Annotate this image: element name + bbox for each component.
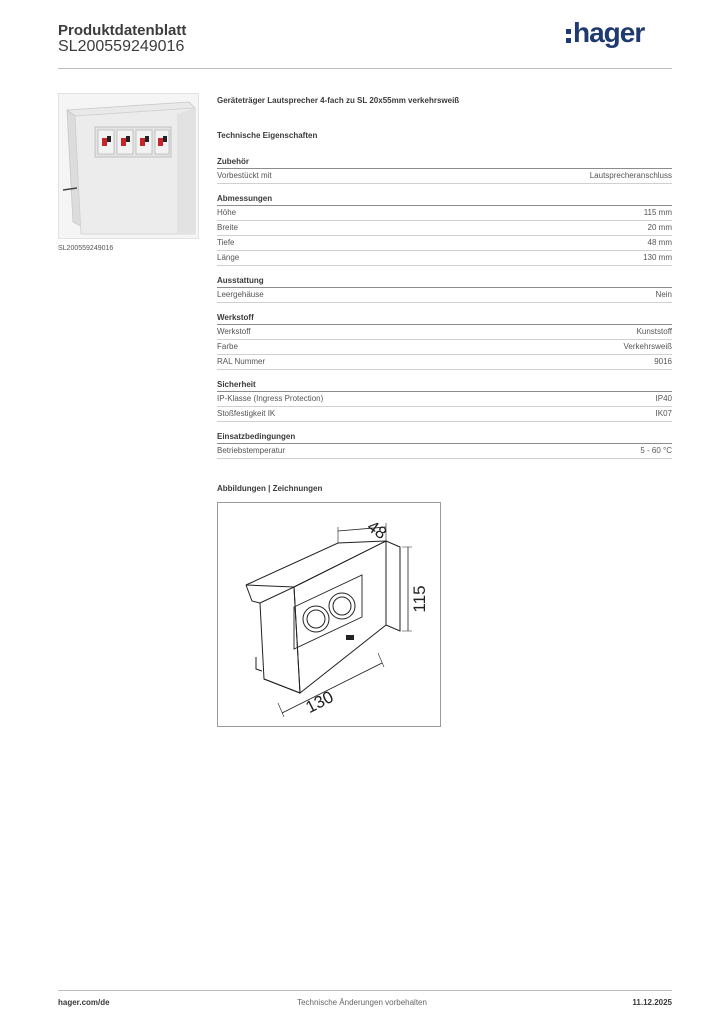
spec-value: 20 mm	[647, 223, 672, 232]
spec-group	[217, 157, 672, 184]
logo-colon-icon	[566, 29, 571, 43]
spec-group-title: Einsatzbedingungen	[217, 432, 672, 444]
spec-label: Höhe	[217, 208, 237, 217]
hager-logo	[566, 16, 644, 50]
spec-label: Betriebstemperatur	[217, 446, 286, 455]
spec-label: Breite	[217, 223, 238, 232]
dimension-depth-label: 48	[363, 516, 391, 544]
product-photo-illustration	[59, 94, 198, 238]
spec-group	[217, 194, 672, 266]
technical-drawing	[217, 502, 441, 727]
spec-label: Tiefe	[217, 238, 235, 247]
spec-value: IK07	[655, 409, 672, 418]
product-photo	[58, 93, 199, 239]
spec-value: 9016	[654, 357, 672, 366]
spec-group	[217, 276, 672, 303]
spec-label: Leergehäuse	[217, 290, 264, 299]
spec-row	[217, 325, 672, 340]
spec-row	[217, 407, 672, 422]
spec-label: Werkstoff	[217, 327, 251, 336]
spec-row	[217, 236, 672, 251]
spec-group	[217, 432, 672, 459]
spec-row	[217, 206, 672, 221]
photo-caption: SL200559249016	[58, 245, 114, 252]
product-number: SL200559249016	[58, 38, 185, 55]
spec-value: Kunststoff	[636, 327, 672, 336]
spec-row	[217, 221, 672, 236]
spec-row	[217, 251, 672, 266]
spec-label: RAL Nummer	[217, 357, 266, 366]
spec-label: Vorbestückt mit	[217, 171, 272, 180]
spec-group-title: Werkstoff	[217, 313, 672, 325]
spec-label: Farbe	[217, 342, 238, 351]
spec-table	[217, 157, 672, 469]
spec-group-title: Sicherheit	[217, 380, 672, 392]
spec-value: 48 mm	[647, 238, 672, 247]
spec-value: 130 mm	[643, 253, 672, 262]
technical-drawing-svg	[218, 503, 440, 726]
product-title: Geräteträger Lautsprecher 4-fach zu SL 20x55mm verkehrsweiß	[217, 96, 460, 105]
spec-value: Lautsprecheranschluss	[589, 171, 672, 180]
spec-value: 115 mm	[643, 208, 672, 217]
spec-row	[217, 355, 672, 370]
header-divider	[58, 68, 672, 69]
footer-disclaimer: Technische Änderungen vorbehalten	[297, 998, 427, 1007]
dimension-length-label: 130	[302, 687, 337, 718]
drawings-heading: Abbildungen | Zeichnungen	[217, 484, 323, 493]
logo-text: hager	[573, 17, 645, 48]
footer-date: 11.12.2025	[632, 998, 672, 1007]
spec-group-title: Zubehör	[217, 157, 672, 169]
spec-row	[217, 444, 672, 459]
spec-group-title: Ausstattung	[217, 276, 672, 288]
spec-group-title: Abmessungen	[217, 194, 672, 206]
spec-label: Länge	[217, 253, 240, 262]
spec-row	[217, 288, 672, 303]
spec-label: Stoßfestigkeit IK	[217, 409, 276, 418]
footer-divider	[58, 990, 672, 991]
spec-row	[217, 169, 672, 184]
spec-label: IP-Klasse (Ingress Protection)	[217, 394, 324, 403]
dimension-height-label: 115	[410, 585, 429, 613]
spec-value: IP40	[655, 394, 672, 403]
spec-value: 5 - 60 °C	[640, 446, 672, 455]
spec-group	[217, 313, 672, 370]
footer-website-link[interactable]: hager.com/de	[58, 998, 110, 1007]
spec-row	[217, 340, 672, 355]
spec-row	[217, 392, 672, 407]
spec-value: Verkehrsweiß	[623, 342, 672, 351]
document-title: Produktdatenblatt	[58, 22, 187, 39]
spec-value: Nein	[655, 290, 672, 299]
section-heading-technical: Technische Eigenschaften	[217, 131, 318, 140]
spec-group	[217, 380, 672, 422]
